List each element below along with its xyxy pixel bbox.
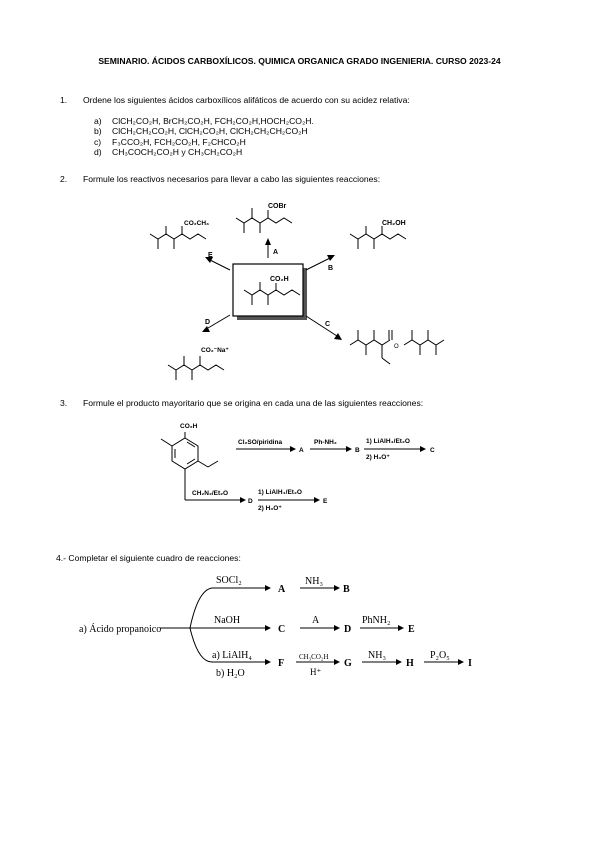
r1-arrow1-head: [290, 446, 296, 452]
arrow-c-head: [334, 333, 342, 340]
label-d: D: [205, 319, 211, 326]
q4-r1-reagent: SOCl₂: [216, 575, 242, 586]
q4-r1-reagent2: NH₃: [305, 576, 323, 587]
q4-r3-product-i: I: [468, 658, 472, 669]
r1-reagent2: Ph-NH₂: [314, 439, 337, 446]
arrow-b: [306, 258, 330, 270]
r2-reagent2a: 1) LiAlH₄/Et₂O: [258, 489, 302, 496]
q4-r3-arrow4-head: [458, 659, 464, 665]
q4-r3-reagent-b: b) H₂O: [216, 668, 245, 679]
top-label: COBr: [268, 203, 287, 210]
left-label: CO₂CH₃: [184, 220, 210, 227]
start-label: CO₂H: [180, 423, 198, 430]
bottom-left-label: CO₂⁻Na⁺: [201, 347, 229, 354]
q4-start: a) Ácido propanoico: [79, 624, 162, 635]
r2-reagent1: CH₂N₂/Et₂O: [192, 490, 229, 497]
q4-r2-arrow2-head: [334, 625, 340, 631]
r2-arrow1-head: [240, 497, 246, 503]
r1-product-c: C: [430, 447, 435, 454]
label-c: C: [325, 321, 331, 328]
q3-number: 3.: [60, 398, 68, 408]
label-b: B: [328, 265, 334, 272]
r1-reagent3b: 2) H₃O⁺: [366, 454, 390, 461]
q1-text: Ordene los siguientes ácidos carboxílicos alifáticos de acuerdo con su acidez relativa:: [83, 95, 410, 105]
q4-r3-reagent4: P₂O₅: [430, 650, 450, 661]
q4-r2-reagent3: PhNH₂: [362, 615, 391, 626]
ester-oxygen: O: [394, 344, 399, 350]
r1-arrow3-head: [420, 446, 426, 452]
label-e: E: [208, 252, 213, 259]
q4-r2-reagent2: A: [312, 615, 320, 626]
q4-r2-reagent: NaOH: [214, 615, 241, 626]
r1-product-b: B: [355, 447, 360, 454]
q1-option-c: c) F₃CCO₂H, FCH₂CO₂H, F₂CHCO₂H: [94, 136, 246, 147]
arrow-a-head: [265, 238, 271, 245]
r1-arrow2-head: [346, 446, 352, 452]
label-a: A: [273, 249, 279, 256]
r1-product-a: A: [299, 447, 304, 454]
arrow-b-head: [327, 255, 335, 261]
q4-r1-product-a: A: [278, 584, 286, 595]
r2-arrow2-head: [314, 497, 320, 503]
q1-options: [94, 116, 314, 158]
q4-r3-product-h: H: [406, 658, 414, 669]
q4-r2-product-c: C: [278, 624, 286, 635]
q4-r2-product-e: E: [408, 624, 415, 635]
q1-option-a: a) ClCH₂CO₂H, BrCH₂CO₂H, FCH₂CO₂H,HOCH₂CO₂H.: [94, 116, 314, 126]
right-label: CH₂OH: [382, 220, 406, 227]
r1-reagent3a: 1) LiAlH₄/Et₂O: [366, 438, 410, 445]
q4-r3-product-f: F: [278, 658, 285, 669]
q4-heading: 4.- Completar el siguiente cuadro de reacciones:: [56, 553, 241, 563]
q3-reaction-scheme: [0, 415, 599, 525]
q4-r3-reagent2-top: CH₃CO₂H: [299, 653, 329, 661]
q3-text: Formule el producto mayoritario que se origina en cada una de las siguientes reacciones:: [83, 398, 424, 408]
left-molecule: [150, 226, 206, 249]
arrow-c: [306, 316, 337, 336]
q4-branch-top-head: [265, 585, 271, 591]
q4-reaction-scheme: [0, 570, 599, 685]
arrow-d: [208, 315, 230, 328]
center-label: CO₂H: [270, 276, 289, 283]
arrow-d-head: [202, 326, 210, 332]
q4-r1-product-b: B: [343, 584, 350, 595]
q4-r3-reagent-a: a) LiAlH₄: [212, 650, 252, 661]
q1-option-b: b) ClCH₂CH₂CO₂H, ClCH₂CO₂H, ClCH₂CH₂CH₂CO₂H: [94, 126, 308, 137]
q4-r2-arrow3-head: [398, 625, 404, 631]
q2-text: Formule los reactivos necesarios para llevar a cabo las siguientes reacciones:: [83, 174, 381, 184]
q4-r3-reagent3: NH₃: [368, 650, 386, 661]
q4-r1-arrow2-head: [334, 585, 340, 591]
q2-number: 2.: [60, 174, 68, 184]
q4-r3-reagent2-bottom: H⁺: [310, 667, 322, 677]
top-molecule: [236, 208, 292, 233]
right-molecule: [350, 226, 406, 249]
q4-r3-arrow3-head: [396, 659, 402, 665]
bottom-left-molecule: [168, 356, 224, 380]
q4-r3-product-g: G: [344, 658, 352, 669]
q4-branch-mid-head: [265, 625, 271, 631]
r2-product-d: D: [248, 498, 253, 505]
page-title: SEMINARIO. ÁCIDOS CARBOXÍLICOS. QUIMICA ORGANICA GRADO INGENIERIA. CURSO 2023-24: [98, 56, 501, 66]
q4-r2-product-d: D: [344, 624, 352, 635]
q2-reaction-scheme: [0, 190, 599, 385]
r2-product-e: E: [323, 498, 328, 505]
q1-number: 1.: [60, 95, 68, 105]
r1-reagent1: Cl₂SO/piridina: [238, 439, 283, 446]
r2-reagent2b: 2) H₃O⁺: [258, 505, 282, 512]
q4-r3-arrow2-head: [334, 659, 340, 665]
arrow-e: [210, 260, 230, 270]
q1-option-d: d) CH₃COCH₂CO₂H y CH₃CH₂CO₂H: [94, 147, 243, 158]
q4-branch-bottom-head: [265, 659, 271, 665]
